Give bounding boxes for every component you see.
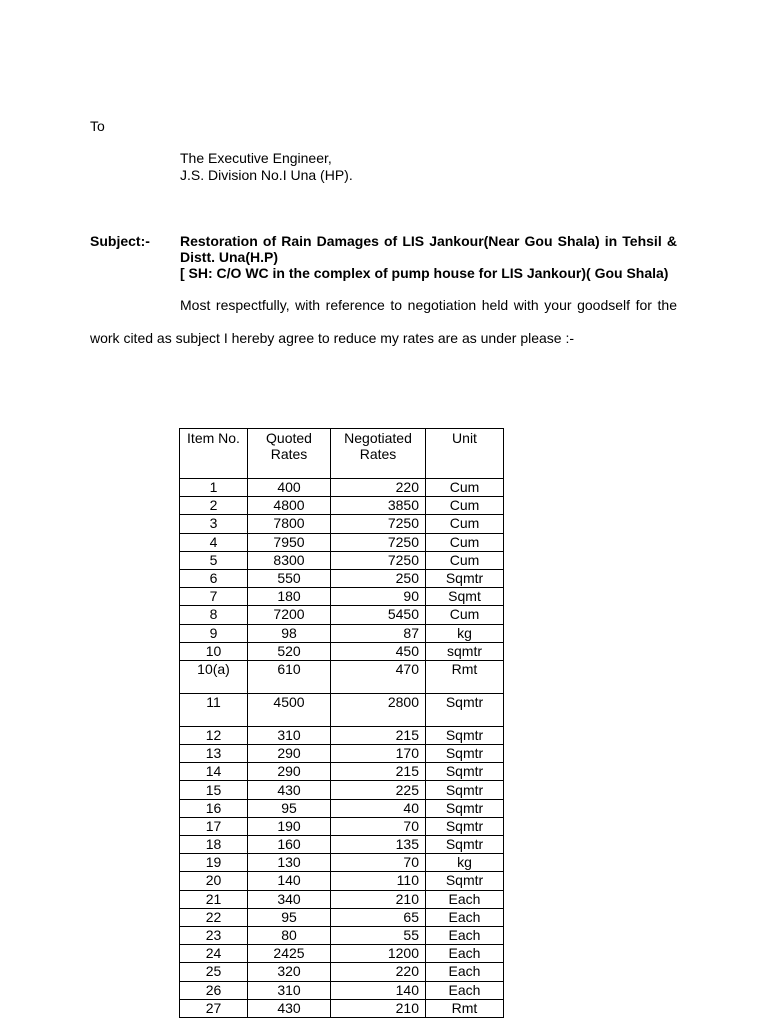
cell-negotiated-rate: 1200 bbox=[331, 945, 426, 963]
table-row bbox=[180, 799, 504, 817]
cell-item-no: 20 bbox=[180, 872, 248, 890]
subject-line-1-word: of bbox=[384, 233, 398, 249]
cell-unit: kg bbox=[426, 624, 504, 642]
cell-unit: Each bbox=[426, 926, 504, 944]
table-row bbox=[180, 660, 504, 693]
cell-unit: Each bbox=[426, 945, 504, 963]
header-item-no: Item No. bbox=[180, 429, 248, 479]
table-row bbox=[180, 497, 504, 515]
body-line-1-word: Most bbox=[180, 297, 211, 313]
table-row bbox=[180, 745, 504, 763]
cell-quoted-rate: 95 bbox=[248, 908, 331, 926]
cell-item-no: 5 bbox=[180, 551, 248, 569]
table-row bbox=[180, 872, 504, 890]
cell-negotiated-rate: 7250 bbox=[331, 533, 426, 551]
cell-quoted-rate: 95 bbox=[248, 799, 331, 817]
body-line-1-word: reference bbox=[325, 297, 385, 313]
cell-unit: Sqmtr bbox=[426, 799, 504, 817]
cell-item-no: 21 bbox=[180, 890, 248, 908]
cell-quoted-rate: 520 bbox=[248, 642, 331, 660]
cell-quoted-rate: 4800 bbox=[248, 497, 331, 515]
cell-item-no: 14 bbox=[180, 763, 248, 781]
cell-negotiated-rate: 110 bbox=[331, 872, 426, 890]
subject-line-1-word: Tehsil bbox=[622, 233, 662, 249]
cell-item-no: 22 bbox=[180, 908, 248, 926]
cell-item-no: 18 bbox=[180, 836, 248, 854]
body-line-1-word: negotiation bbox=[407, 297, 477, 313]
cell-negotiated-rate: 220 bbox=[331, 479, 426, 497]
cell-item-no: 1 bbox=[180, 479, 248, 497]
body-paragraph-line-2: work cited as subject I hereby agree to reduce my rates are as under please :- bbox=[90, 330, 575, 346]
cell-negotiated-rate: 90 bbox=[331, 588, 426, 606]
table-row bbox=[180, 981, 504, 999]
cell-quoted-rate: 340 bbox=[248, 890, 331, 908]
table-row bbox=[180, 817, 504, 835]
cell-unit: sqmtr bbox=[426, 642, 504, 660]
cell-item-no: 15 bbox=[180, 781, 248, 799]
cell-unit: Cum bbox=[426, 515, 504, 533]
body-line-1-word: respectfully, bbox=[215, 297, 290, 313]
header-quoted-rates: Quoted Rates bbox=[248, 429, 331, 479]
table-row bbox=[180, 515, 504, 533]
salutation-to: To bbox=[90, 118, 105, 134]
cell-unit: kg bbox=[426, 854, 504, 872]
table-header-row bbox=[180, 429, 504, 479]
cell-negotiated-rate: 250 bbox=[331, 569, 426, 587]
cell-item-no: 6 bbox=[180, 569, 248, 587]
cell-item-no: 8 bbox=[180, 606, 248, 624]
subject-line-1-word: Gou bbox=[524, 233, 553, 249]
table-row bbox=[180, 642, 504, 660]
cell-unit: Cum bbox=[426, 497, 504, 515]
cell-item-no: 16 bbox=[180, 799, 248, 817]
cell-unit: Each bbox=[426, 981, 504, 999]
cell-quoted-rate: 550 bbox=[248, 569, 331, 587]
table-row bbox=[180, 890, 504, 908]
cell-item-no: 25 bbox=[180, 963, 248, 981]
cell-negotiated-rate: 170 bbox=[331, 745, 426, 763]
subject-line-1-word: of bbox=[262, 233, 277, 249]
cell-unit: Sqmtr bbox=[426, 872, 504, 890]
cell-unit: Each bbox=[426, 908, 504, 926]
body-line-1-word: for bbox=[635, 297, 652, 313]
cell-item-no: 17 bbox=[180, 817, 248, 835]
addressee-block bbox=[180, 150, 353, 183]
cell-negotiated-rate: 2800 bbox=[331, 693, 426, 726]
subject-line-1 bbox=[180, 233, 677, 249]
cell-quoted-rate: 310 bbox=[248, 981, 331, 999]
cell-quoted-rate: 290 bbox=[248, 745, 331, 763]
header-negotiated-rates: Negotiated Rates bbox=[331, 429, 426, 479]
cell-quoted-rate: 190 bbox=[248, 817, 331, 835]
cell-item-no: 7 bbox=[180, 588, 248, 606]
cell-unit: Sqmt bbox=[426, 588, 504, 606]
cell-item-no: 10(a) bbox=[180, 660, 248, 693]
cell-item-no: 12 bbox=[180, 726, 248, 744]
subject-line-1-word: & bbox=[666, 233, 677, 249]
table-row bbox=[180, 479, 504, 497]
cell-item-no: 27 bbox=[180, 999, 248, 1017]
subject-label: Subject:- bbox=[90, 233, 150, 249]
cell-quoted-rate: 7800 bbox=[248, 515, 331, 533]
cell-negotiated-rate: 135 bbox=[331, 836, 426, 854]
cell-quoted-rate: 180 bbox=[248, 588, 331, 606]
subject-line-1-word: Shala) bbox=[557, 233, 600, 249]
subject-line-1-word: Damages bbox=[316, 233, 379, 249]
cell-quoted-rate: 8300 bbox=[248, 551, 331, 569]
cell-unit: Cum bbox=[426, 606, 504, 624]
cell-quoted-rate: 2425 bbox=[248, 945, 331, 963]
subject-line-1-word: Jankour(Near bbox=[429, 233, 520, 249]
cell-negotiated-rate: 3850 bbox=[331, 497, 426, 515]
body-line-1-word: held bbox=[481, 297, 509, 313]
addressee-title: The Executive Engineer, bbox=[180, 150, 332, 166]
cell-item-no: 19 bbox=[180, 854, 248, 872]
cell-negotiated-rate: 210 bbox=[331, 890, 426, 908]
cell-negotiated-rate: 70 bbox=[331, 817, 426, 835]
table-row bbox=[180, 945, 504, 963]
cell-unit: Cum bbox=[426, 479, 504, 497]
cell-negotiated-rate: 7250 bbox=[331, 551, 426, 569]
subject-line-2: [ SH: C/O WC in the complex of pump house for LIS Jankour)( Gou Shala) bbox=[180, 265, 669, 281]
cell-quoted-rate: 430 bbox=[248, 781, 331, 799]
cell-unit: Sqmtr bbox=[426, 569, 504, 587]
cell-negotiated-rate: 215 bbox=[331, 763, 426, 781]
cell-negotiated-rate: 470 bbox=[331, 660, 426, 693]
cell-unit: Sqmtr bbox=[426, 693, 504, 726]
subject-text bbox=[180, 233, 677, 281]
cell-negotiated-rate: 220 bbox=[331, 963, 426, 981]
cell-unit: Sqmtr bbox=[426, 781, 504, 799]
subject-line-1b: Distt. Una(H.P) bbox=[180, 249, 278, 265]
cell-unit: Sqmtr bbox=[426, 763, 504, 781]
cell-item-no: 3 bbox=[180, 515, 248, 533]
cell-quoted-rate: 7200 bbox=[248, 606, 331, 624]
cell-quoted-rate: 320 bbox=[248, 963, 331, 981]
subject-line-1-word: Rain bbox=[281, 233, 312, 249]
cell-item-no: 23 bbox=[180, 926, 248, 944]
table-row bbox=[180, 551, 504, 569]
cell-quoted-rate: 290 bbox=[248, 763, 331, 781]
cell-negotiated-rate: 70 bbox=[331, 854, 426, 872]
cell-negotiated-rate: 210 bbox=[331, 999, 426, 1017]
cell-negotiated-rate: 87 bbox=[331, 624, 426, 642]
cell-quoted-rate: 400 bbox=[248, 479, 331, 497]
cell-unit: Each bbox=[426, 890, 504, 908]
body-line-1-word: with bbox=[295, 297, 321, 313]
cell-item-no: 24 bbox=[180, 945, 248, 963]
table-row bbox=[180, 606, 504, 624]
cell-quoted-rate: 310 bbox=[248, 726, 331, 744]
table-row bbox=[180, 963, 504, 981]
cell-unit: Sqmtr bbox=[426, 726, 504, 744]
header-unit: Unit bbox=[426, 429, 504, 479]
rates-table-body bbox=[180, 479, 504, 1018]
addressee-division: J.S. Division No.I Una (HP). bbox=[180, 166, 353, 183]
table-row bbox=[180, 836, 504, 854]
cell-item-no: 2 bbox=[180, 497, 248, 515]
cell-negotiated-rate: 225 bbox=[331, 781, 426, 799]
cell-negotiated-rate: 55 bbox=[331, 926, 426, 944]
cell-unit: Rmt bbox=[426, 660, 504, 693]
cell-quoted-rate: 98 bbox=[248, 624, 331, 642]
cell-quoted-rate: 7950 bbox=[248, 533, 331, 551]
cell-quoted-rate: 430 bbox=[248, 999, 331, 1017]
table-row bbox=[180, 926, 504, 944]
table-row bbox=[180, 624, 504, 642]
cell-item-no: 11 bbox=[180, 693, 248, 726]
cell-item-no: 4 bbox=[180, 533, 248, 551]
cell-unit: Cum bbox=[426, 551, 504, 569]
body-line-1-word: with bbox=[513, 297, 539, 313]
cell-quoted-rate: 80 bbox=[248, 926, 331, 944]
table-row bbox=[180, 999, 504, 1017]
subject-line-1-word: in bbox=[604, 233, 618, 249]
cell-quoted-rate: 160 bbox=[248, 836, 331, 854]
cell-item-no: 13 bbox=[180, 745, 248, 763]
cell-item-no: 10 bbox=[180, 642, 248, 660]
cell-unit: Each bbox=[426, 963, 504, 981]
cell-item-no: 9 bbox=[180, 624, 248, 642]
table-row bbox=[180, 533, 504, 551]
body-line-1-word: goodself bbox=[577, 297, 631, 313]
table-row bbox=[180, 908, 504, 926]
cell-quoted-rate: 610 bbox=[248, 660, 331, 693]
cell-negotiated-rate: 450 bbox=[331, 642, 426, 660]
body-line-1-word: the bbox=[657, 297, 677, 313]
cell-quoted-rate: 4500 bbox=[248, 693, 331, 726]
cell-quoted-rate: 140 bbox=[248, 872, 331, 890]
table-row bbox=[180, 763, 504, 781]
cell-negotiated-rate: 7250 bbox=[331, 515, 426, 533]
cell-unit: Rmt bbox=[426, 999, 504, 1017]
rates-table bbox=[179, 428, 504, 1018]
cell-quoted-rate: 130 bbox=[248, 854, 331, 872]
body-line-1-word: to bbox=[390, 297, 403, 313]
table-row bbox=[180, 588, 504, 606]
subject-line-1-word: Restoration bbox=[180, 233, 258, 249]
body-paragraph-line-1 bbox=[180, 297, 677, 313]
cell-negotiated-rate: 65 bbox=[331, 908, 426, 926]
cell-negotiated-rate: 140 bbox=[331, 981, 426, 999]
table-row bbox=[180, 569, 504, 587]
cell-negotiated-rate: 5450 bbox=[331, 606, 426, 624]
table-row bbox=[180, 781, 504, 799]
cell-item-no: 26 bbox=[180, 981, 248, 999]
cell-negotiated-rate: 215 bbox=[331, 726, 426, 744]
table-row bbox=[180, 854, 504, 872]
table-row bbox=[180, 726, 504, 744]
cell-unit: Cum bbox=[426, 533, 504, 551]
body-line-1-word: your bbox=[544, 297, 572, 313]
cell-negotiated-rate: 40 bbox=[331, 799, 426, 817]
cell-unit: Sqmtr bbox=[426, 817, 504, 835]
table-row bbox=[180, 693, 504, 726]
cell-unit: Sqmtr bbox=[426, 836, 504, 854]
subject-line-1-word: LIS bbox=[402, 233, 425, 249]
cell-unit: Sqmtr bbox=[426, 745, 504, 763]
